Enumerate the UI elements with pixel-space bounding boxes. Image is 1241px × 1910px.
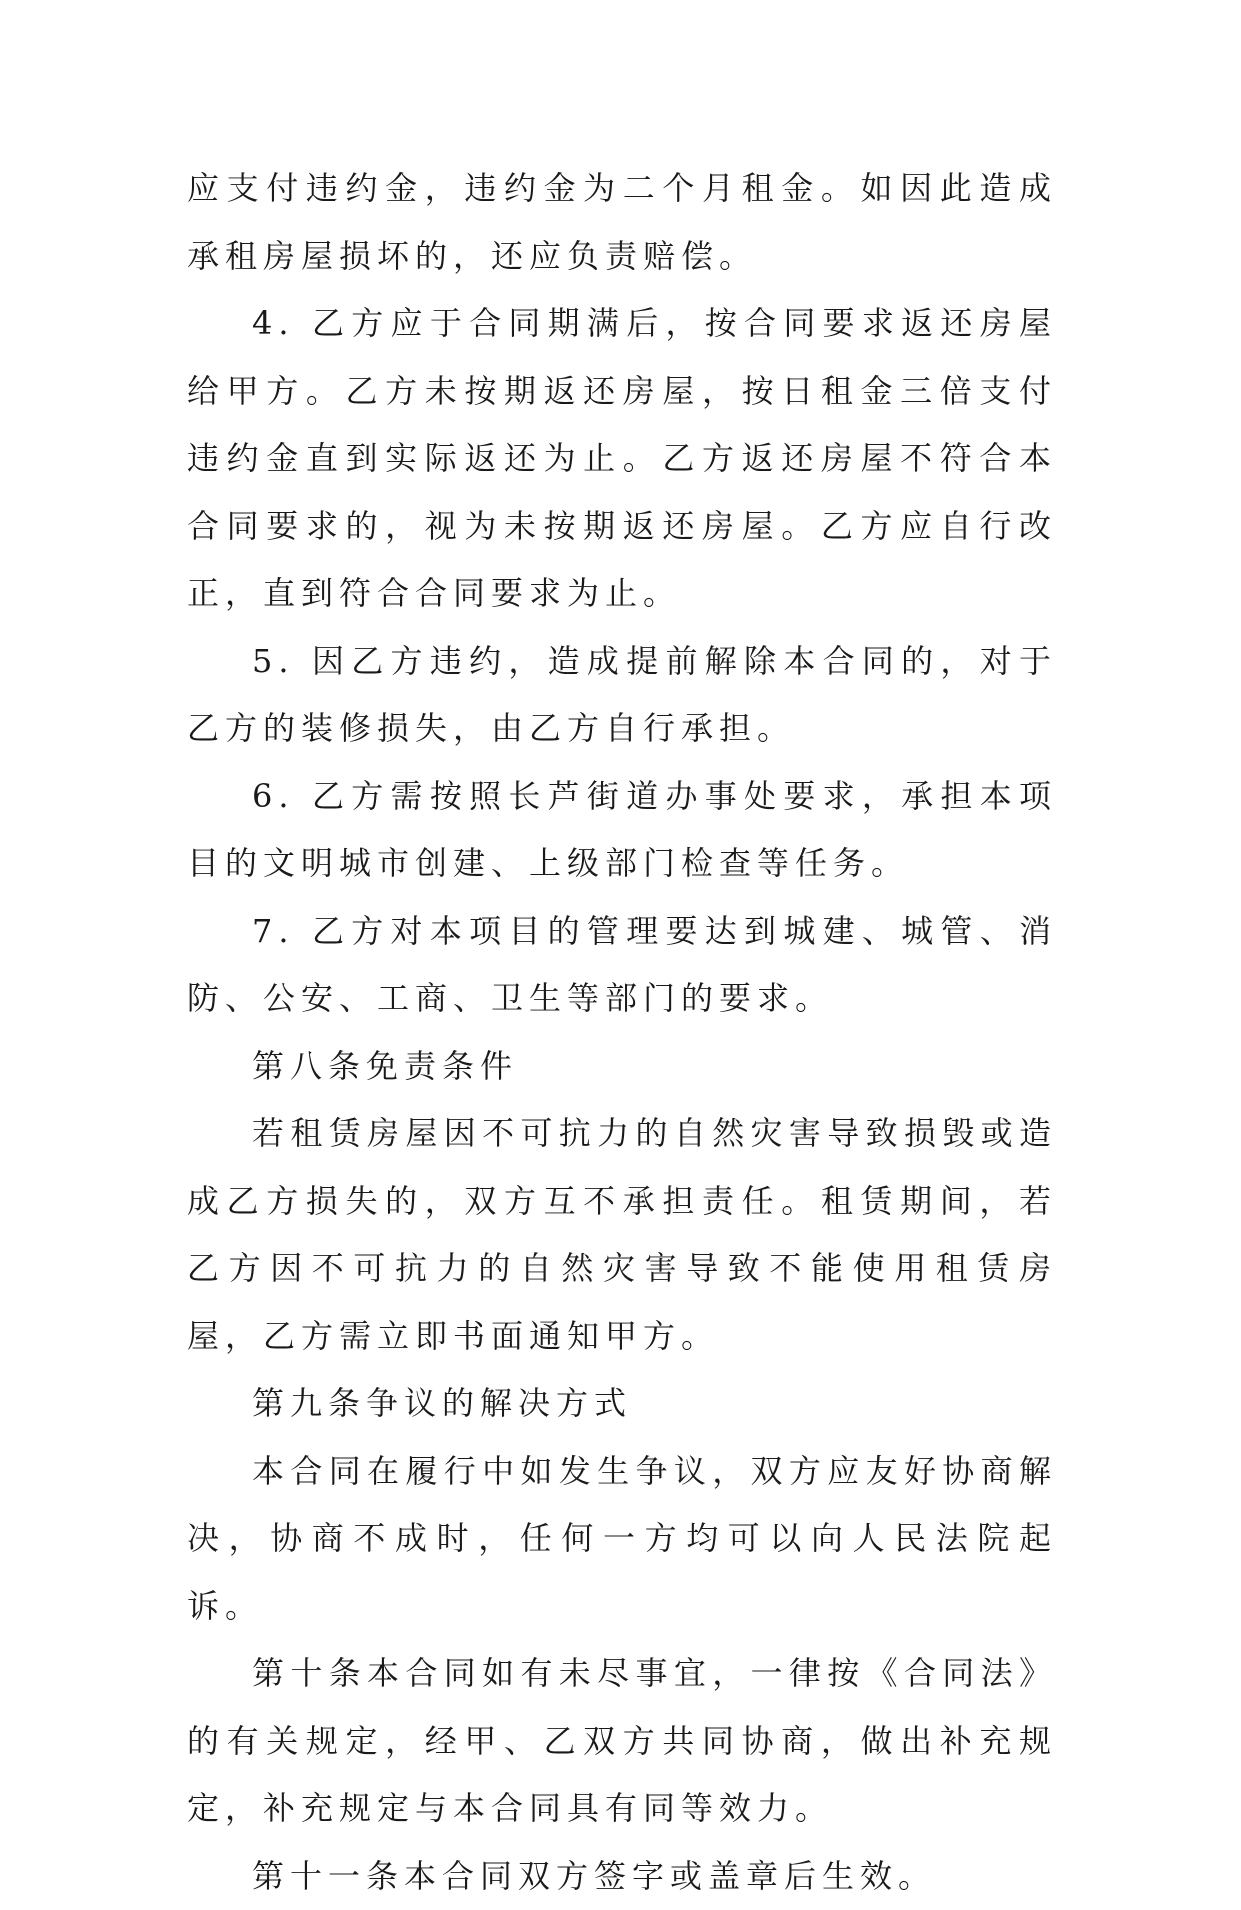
heading-article-9: 第九条争议的解决方式 bbox=[187, 1370, 1057, 1438]
paragraph-penalty-continued: 应支付违约金，违约金为二个月租金。如因此造成承租房屋损坏的，还应负责赔偿。 bbox=[187, 155, 1057, 290]
paragraph-article-9-body: 本合同在履行中如发生争议，双方应友好协商解决，协商不成时，任何一方均可以向人民法院起诉。 bbox=[187, 1438, 1057, 1641]
paragraph-clause-6: 6. 乙方需按照长芦街道办事处要求，承担本项目的文明城市创建、上级部门检查等任务。 bbox=[187, 763, 1057, 898]
document-page bbox=[187, 155, 1057, 1910]
paragraph-clause-4: 4. 乙方应于合同期满后，按合同要求返还房屋给甲方。乙方未按期返还房屋，按日租金三倍支付违约金直到实际返还为止。乙方返还房屋不符合本合同要求的，视为未按期返还房屋。乙方应自行改正，直到符合合同要求为止。 bbox=[187, 290, 1057, 628]
paragraph-article-10: 第十条本合同如有未尽事宜，一律按《合同法》的有关规定，经甲、乙双方共同协商，做出补充规定，补充规定与本合同具有同等效力。 bbox=[187, 1640, 1057, 1843]
paragraph-clause-7: 7. 乙方对本项目的管理要达到城建、城管、消防、公安、工商、卫生等部门的要求。 bbox=[187, 898, 1057, 1033]
heading-article-8: 第八条免责条件 bbox=[187, 1033, 1057, 1101]
paragraph-article-11: 第十一条本合同双方签字或盖章后生效。 bbox=[187, 1843, 1057, 1910]
paragraph-clause-5: 5. 因乙方违约，造成提前解除本合同的，对于乙方的装修损失，由乙方自行承担。 bbox=[187, 628, 1057, 763]
paragraph-article-8-body: 若租赁房屋因不可抗力的自然灾害导致损毁或造成乙方损失的，双方互不承担责任。租赁期间，若乙方因不可抗力的自然灾害导致不能使用租赁房屋，乙方需立即书面通知甲方。 bbox=[187, 1100, 1057, 1370]
